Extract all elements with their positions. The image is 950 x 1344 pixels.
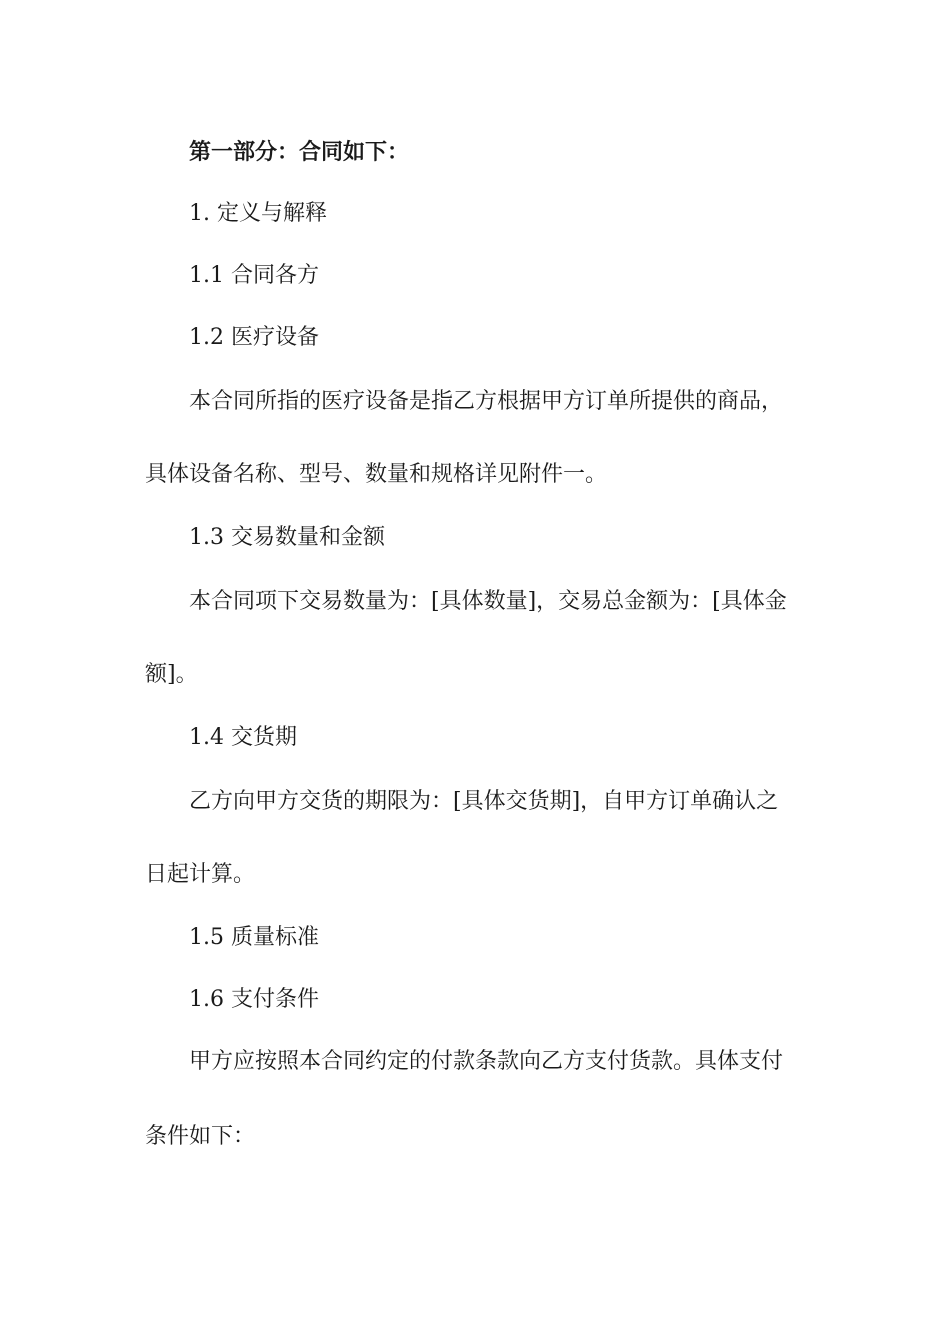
section-1-6-paragraph-line-2: 条件如下： (145, 1124, 256, 1149)
section-1-4-title: 1.4 交货期 (189, 725, 297, 750)
section-1-2-paragraph-line-2: 具体设备名称、型号、数量和规格详见附件一。 (145, 462, 608, 487)
section-1-5-title: 1.5 质量标准 (189, 925, 319, 950)
section-1-2-title: 1.2 医疗设备 (189, 325, 319, 350)
document-heading: 第一部分：合同如下： (189, 139, 410, 165)
section-1-title: 1. 定义与解释 (189, 201, 327, 226)
section-1-3-paragraph-line-2: 额]。 (145, 662, 198, 687)
section-1-6-title: 1.6 支付条件 (189, 987, 319, 1012)
section-1-1-title: 1.1 合同各方 (189, 263, 319, 288)
section-1-4-paragraph-line-2: 日起计算。 (145, 862, 256, 887)
section-1-4-paragraph-line-1: 乙方向甲方交货的期限为：[具体交货期]，自甲方订单确认之 (189, 789, 779, 814)
section-1-6-paragraph-line-1: 甲方应按照本合同约定的付款条款向乙方支付货款。具体支付 (189, 1049, 784, 1074)
section-1-3-title: 1.3 交易数量和金额 (189, 525, 385, 550)
section-1-2-paragraph-line-1: 本合同所指的医疗设备是指乙方根据甲方订单所提供的商品， (189, 389, 784, 414)
section-1-3-paragraph-line-1: 本合同项下交易数量为：[具体数量]，交易总金额为：[具体金 (189, 589, 787, 614)
